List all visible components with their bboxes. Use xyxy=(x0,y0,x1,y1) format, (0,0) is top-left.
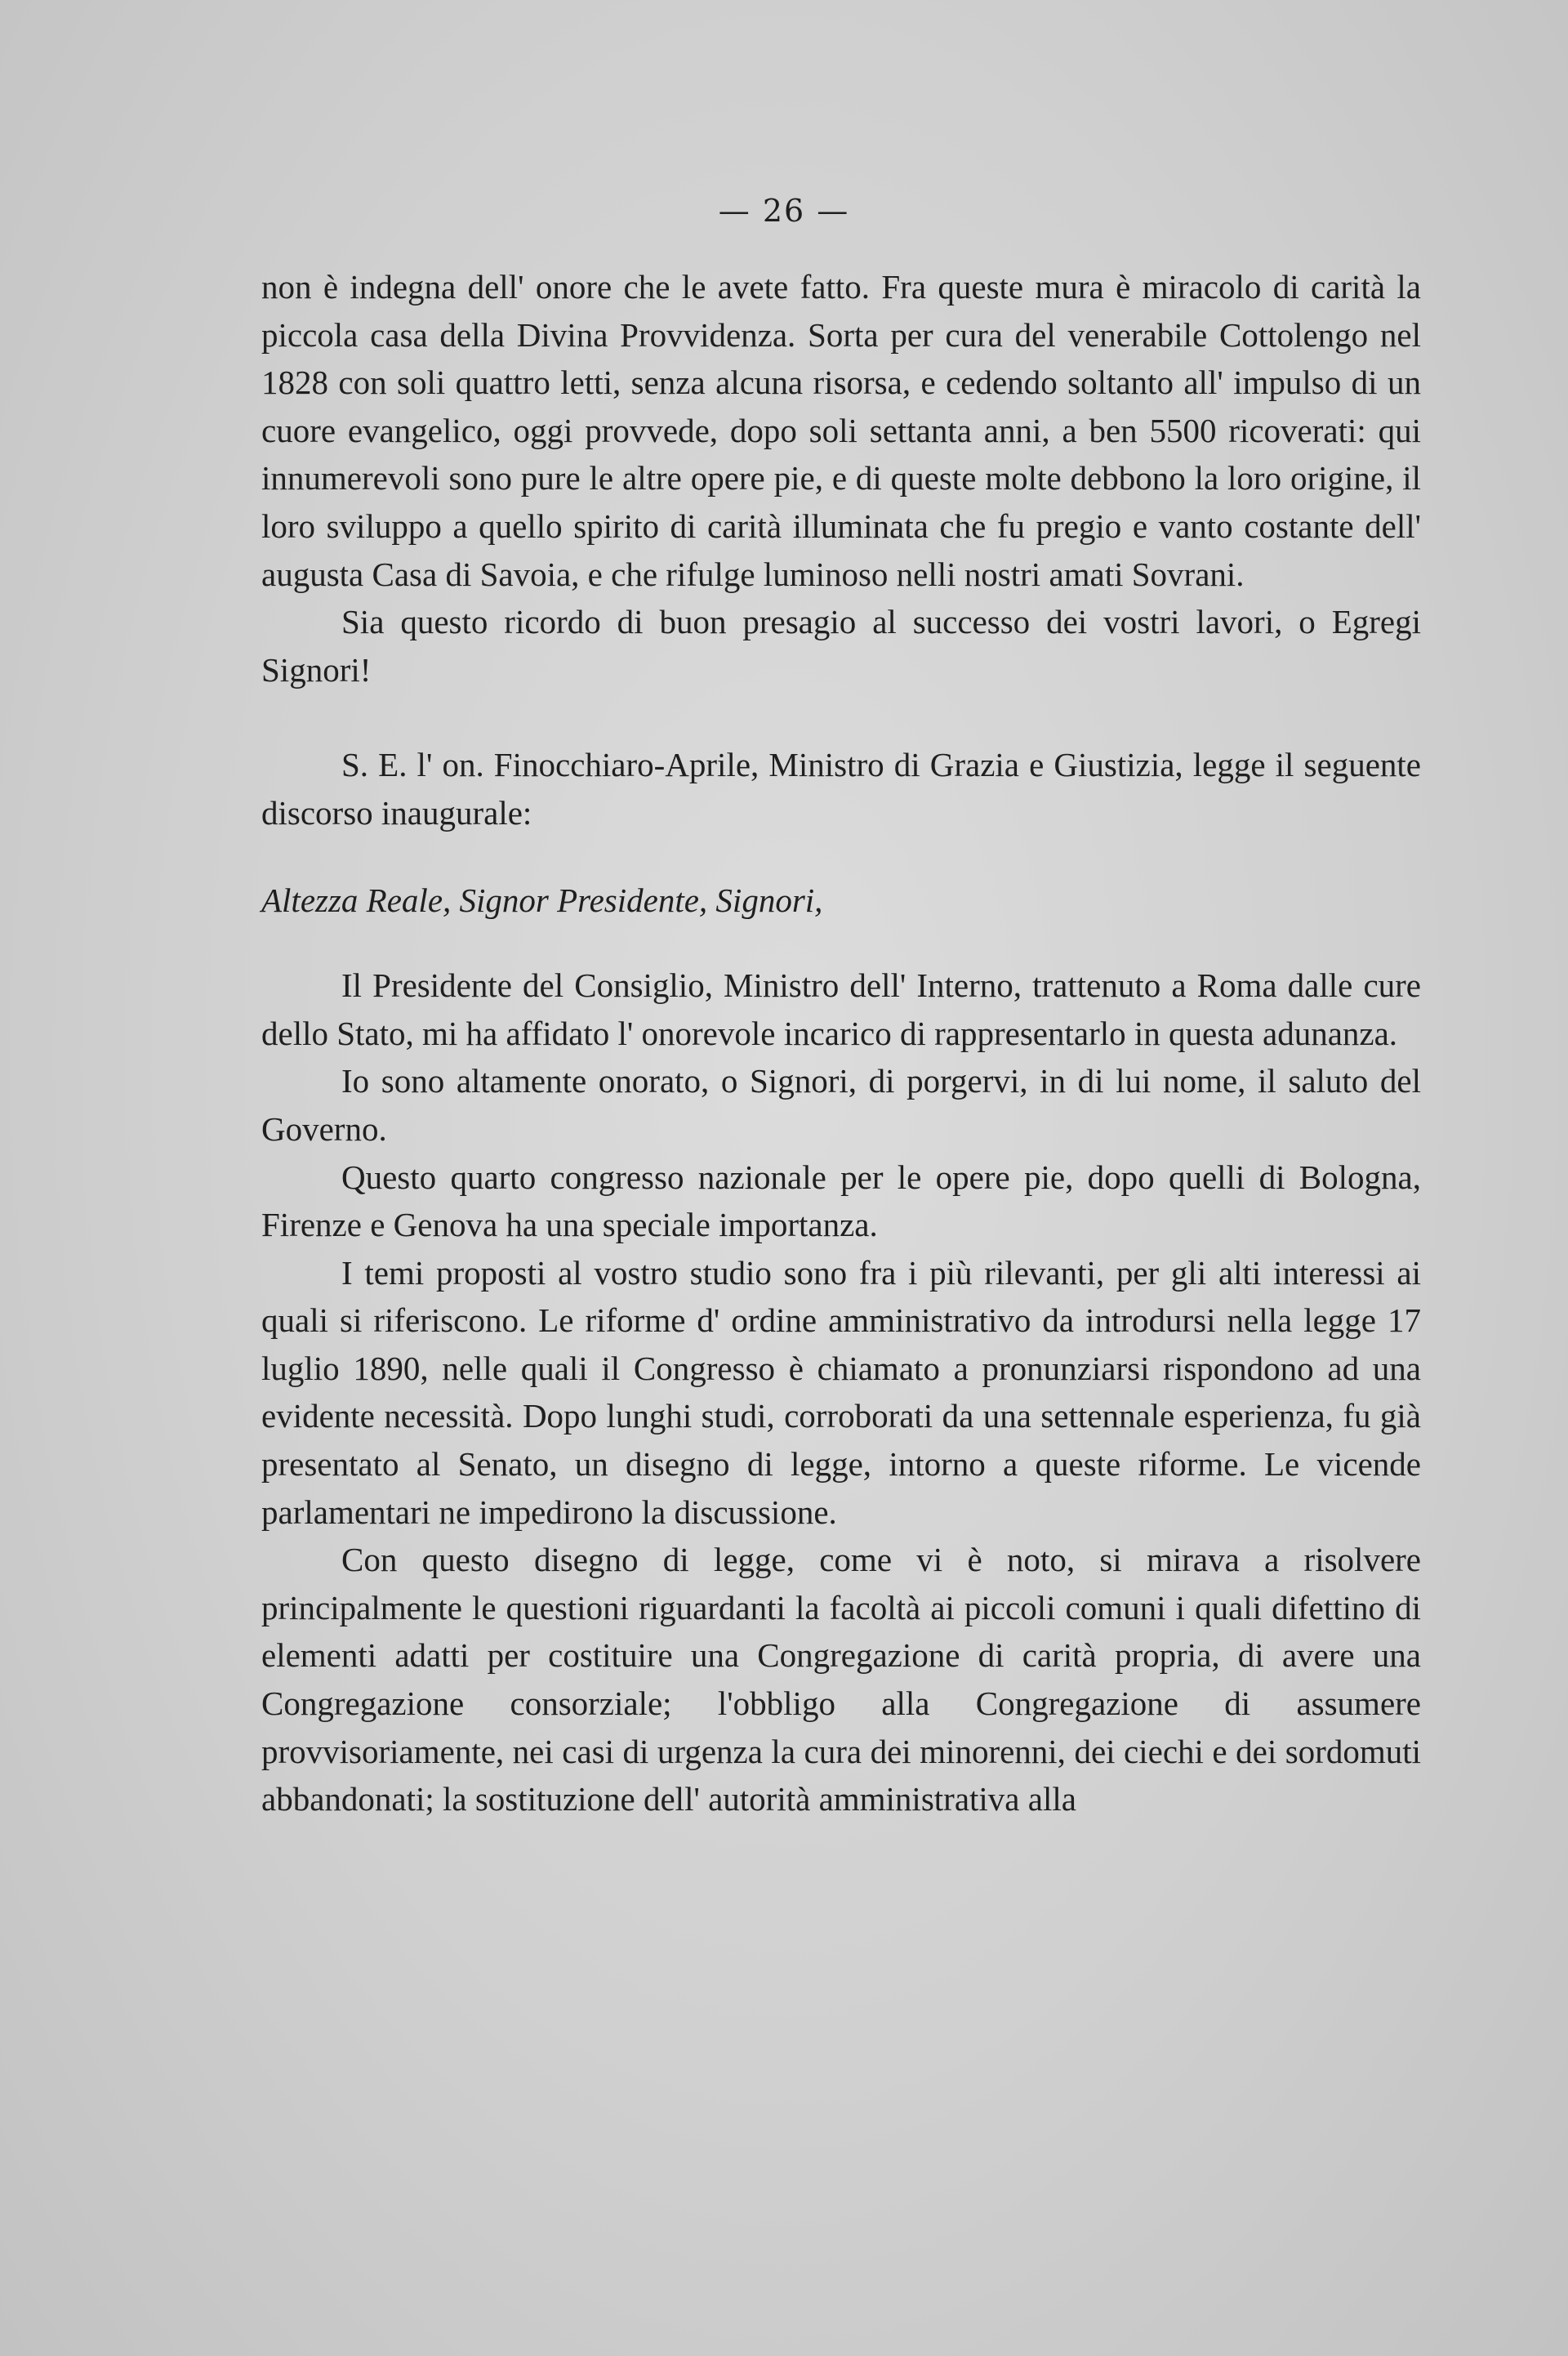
paragraph: S. E. l' on. Finocchiaro-Aprile, Ministro di Grazia e Giustizia, legge il seguente discorso inaugurale: xyxy=(261,746,1421,832)
body-text xyxy=(261,263,1421,1823)
paragraph: non è indegna dell' onore che le avete fatto. Fra queste mura è miracolo di carità la piccola casa della Divina Provvidenza. Sorta per cura del venerabile Cottolengo nel 1828 con soli quattro letti, senza alcuna risorsa, e cedendo soltanto all' impulso di un cuore evangelico, oggi provvede, dopo soli settanta anni, a ben 5500 ricoverati: qui innumerevoli sono pure le altre opere pie, e di queste molte debbono la loro origine, il loro sviluppo a quello spirito di carità illuminata che fu pregio e vanto costante dell' augusta Casa di Savoia, e che rifulge luminoso nelli nostri amati Sovrani. xyxy=(261,268,1421,593)
paragraph: Questo quarto congresso nazionale per le opere pie, dopo quelli di Bologna, Firenze e Genova ha una speciale importanza. xyxy=(261,1158,1421,1244)
paragraph: I temi proposti al vostro studio sono fra i più rilevanti, per gli alti interessi ai quali si riferiscono. Le riforme d' ordine amministrativo da introdursi nella legge 17 luglio 1890, nelle quali il Congresso è chiamato a pronunziarsi rispondono ad una evidente necessità. Dopo lunghi studi, corroborati da una settennale esperienza, fu già presentato al Senato, un disegno di legge, intorno a queste riforme. Le vicende parlamentari ne impedirono la discussione. xyxy=(261,1253,1421,1531)
page-number: — 26 — xyxy=(718,193,850,229)
paragraph: Sia questo ricordo di buon presagio al successo dei vostri lavori, o Egregi Signori! xyxy=(261,603,1421,689)
paragraph: Con questo disegno di legge, come vi è noto, si mirava a risolvere principalmente le questioni riguardanti la facoltà ai piccoli comuni i quali difettino di elementi adatti per costituire una Congregazione di carità propria, di avere una Congregazione consorziale; l'obbligo alla Congregazione di assumere provvisoriamente, nei casi di urgenza la cura dei minorenni, dei ciechi e dei sordomuti abbandonati; la sostituzione dell' autorità amministrativa alla xyxy=(261,1541,1421,1818)
paragraph: Io sono altamente onorato, o Signori, di porgervi, in di lui nome, il saluto del Governo. xyxy=(261,1062,1421,1148)
salutation: Altezza Reale, Signor Presidente, Signori, xyxy=(261,881,823,919)
paragraph: Il Presidente del Consiglio, Ministro dell' Interno, trattenuto a Roma dalle cure dello Stato, mi ha affidato l' onorevole incarico di rappresentarlo in questa adunanza. xyxy=(261,966,1421,1052)
